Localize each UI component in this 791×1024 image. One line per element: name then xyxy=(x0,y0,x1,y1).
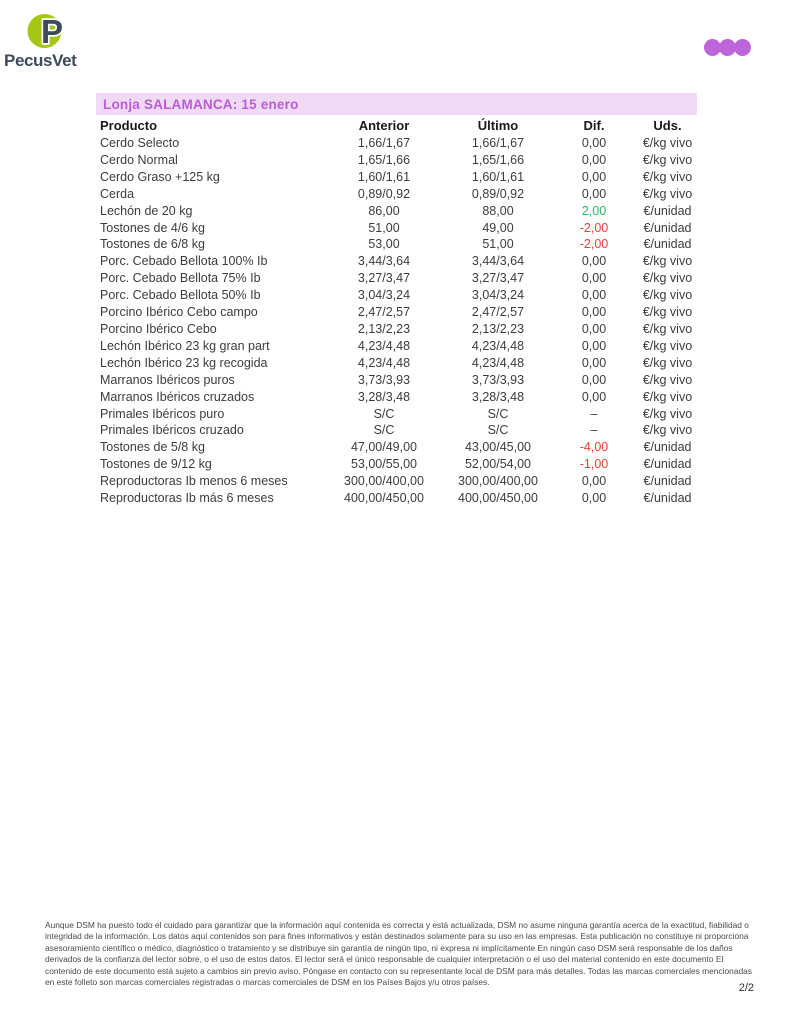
cell-ultimo: 4,23/4,48 xyxy=(471,355,525,370)
cell-anterior: 51,00 xyxy=(368,220,400,235)
cell-uds: €/kg vivo xyxy=(642,338,693,353)
table-row xyxy=(100,220,697,237)
price-table xyxy=(100,116,697,507)
cell-anterior: 300,00/400,00 xyxy=(344,474,424,489)
cell-dif: -2,00 xyxy=(579,237,609,252)
cell-producto: Cerdo Normal xyxy=(100,152,178,167)
lonja-title: Lonja SALAMANCA: 15 enero xyxy=(103,96,299,112)
table-row xyxy=(100,186,697,203)
cell-uds: €/unidad xyxy=(643,220,692,235)
cell-anterior: 0,89/0,92 xyxy=(357,186,411,201)
cell-ultimo: 300,00/400,00 xyxy=(458,474,538,489)
cell-uds: €/kg vivo xyxy=(642,254,693,269)
cell-dif: – xyxy=(590,406,598,421)
cell-dif: 0,00 xyxy=(581,305,607,320)
svg-text:P: P xyxy=(41,13,64,50)
cell-dif: 0,00 xyxy=(581,186,607,201)
cell-anterior: 1,66/1,67 xyxy=(357,136,411,150)
table-row xyxy=(100,389,697,406)
cell-producto: Tostones de 5/8 kg xyxy=(100,440,205,455)
cell-uds: €/kg vivo xyxy=(642,288,693,303)
cell-producto: Reproductoras Ib más 6 meses xyxy=(100,491,274,506)
cell-ultimo: 51,00 xyxy=(482,237,514,252)
cell-dif: 0,00 xyxy=(581,355,607,370)
cell-producto: Marranos Ibéricos puros xyxy=(100,372,235,387)
cell-uds: €/kg vivo xyxy=(642,372,693,387)
cell-producto: Lechón de 20 kg xyxy=(100,203,193,218)
cell-ultimo: 49,00 xyxy=(482,220,514,235)
cell-anterior: 47,00/49,00 xyxy=(350,440,418,455)
cell-anterior: 3,28/3,48 xyxy=(357,389,411,404)
cell-dif: 0,00 xyxy=(581,271,607,286)
table-row xyxy=(100,473,697,490)
col-header-anterior: Anterior xyxy=(358,118,410,133)
cell-anterior: 2,13/2,23 xyxy=(357,321,411,336)
table-row xyxy=(100,135,697,152)
cell-uds: €/kg vivo xyxy=(642,305,693,320)
cell-dif: 0,00 xyxy=(581,136,607,150)
price-table-body xyxy=(100,135,697,507)
cell-dif: – xyxy=(590,423,598,438)
cell-uds: €/kg vivo xyxy=(642,423,693,438)
cell-anterior: 2,47/2,57 xyxy=(357,305,411,320)
cell-dif: 0,00 xyxy=(581,288,607,303)
cell-uds: €/kg vivo xyxy=(642,271,693,286)
cell-dif: 0,00 xyxy=(581,474,607,489)
cell-uds: €/kg vivo xyxy=(642,321,693,336)
cell-uds: €/kg vivo xyxy=(642,136,693,150)
cell-ultimo: 1,60/1,61 xyxy=(471,169,525,184)
cell-dif: 0,00 xyxy=(581,169,607,184)
table-row xyxy=(100,372,697,389)
table-row xyxy=(100,406,697,423)
cell-producto: Lechón Ibérico 23 kg recogida xyxy=(100,355,268,370)
cell-ultimo: 4,23/4,48 xyxy=(471,338,525,353)
cell-anterior: 53,00 xyxy=(368,237,400,252)
cell-anterior: 3,73/3,93 xyxy=(357,372,411,387)
brand-dots-decoration xyxy=(704,39,751,56)
dot-icon xyxy=(734,39,751,56)
cell-anterior: S/C xyxy=(373,406,395,421)
cell-producto: Cerdo Selecto xyxy=(100,136,180,150)
cell-dif: 2,00 xyxy=(581,203,607,218)
cell-ultimo: 0,89/0,92 xyxy=(471,186,525,201)
col-header-producto: Producto xyxy=(100,118,158,133)
cell-ultimo: 1,65/1,66 xyxy=(471,152,525,167)
table-row xyxy=(100,152,697,169)
cell-producto: Primales Ibéricos puro xyxy=(100,406,225,421)
table-row xyxy=(100,304,697,321)
cell-producto: Porc. Cebado Bellota 75% Ib xyxy=(100,271,261,286)
cell-ultimo: 400,00/450,00 xyxy=(458,491,538,506)
table-row xyxy=(100,287,697,304)
table-row xyxy=(100,490,697,507)
cell-producto: Porcino Ibérico Cebo campo xyxy=(100,305,258,320)
cell-uds: €/unidad xyxy=(643,474,692,489)
table-row xyxy=(100,253,697,270)
cell-anterior: 4,23/4,48 xyxy=(357,338,411,353)
cell-uds: €/kg vivo xyxy=(642,186,693,201)
cell-ultimo: 52,00/54,00 xyxy=(464,457,532,472)
pecusvet-logo-icon xyxy=(25,12,69,51)
cell-dif: 0,00 xyxy=(581,491,607,506)
cell-dif: -4,00 xyxy=(579,440,609,455)
pecusvet-logo xyxy=(4,12,114,71)
cell-dif: 0,00 xyxy=(581,321,607,336)
cell-ultimo: 43,00/45,00 xyxy=(464,440,532,455)
cell-producto: Tostones de 6/8 kg xyxy=(100,237,205,252)
cell-ultimo: 3,28/3,48 xyxy=(471,389,525,404)
cell-ultimo: 3,04/3,24 xyxy=(471,288,525,303)
cell-producto: Lechón Ibérico 23 kg gran part xyxy=(100,338,270,353)
cell-producto: Cerda xyxy=(100,186,135,201)
cell-uds: €/kg vivo xyxy=(642,169,693,184)
cell-anterior: S/C xyxy=(373,423,395,438)
col-header-uds: Uds. xyxy=(653,118,682,133)
table-row xyxy=(100,422,697,439)
col-header-dif: Dif. xyxy=(583,118,605,133)
cell-anterior: 3,44/3,64 xyxy=(357,254,411,269)
cell-producto: Tostones de 4/6 kg xyxy=(100,220,205,235)
col-header-ultimo: Último xyxy=(477,118,519,133)
cell-anterior: 1,60/1,61 xyxy=(357,169,411,184)
cell-anterior: 4,23/4,48 xyxy=(357,355,411,370)
cell-dif: 0,00 xyxy=(581,152,607,167)
cell-anterior: 3,27/3,47 xyxy=(357,271,411,286)
table-row xyxy=(100,439,697,456)
table-row xyxy=(100,338,697,355)
cell-producto: Marranos Ibéricos cruzados xyxy=(100,389,255,404)
lonja-title-bar xyxy=(96,93,697,115)
cell-anterior: 400,00/450,00 xyxy=(344,491,424,506)
cell-ultimo: 1,66/1,67 xyxy=(471,136,525,150)
table-header-row xyxy=(100,116,697,135)
table-row xyxy=(100,203,697,220)
table-row xyxy=(100,236,697,253)
cell-uds: €/kg vivo xyxy=(642,389,693,404)
cell-dif: 0,00 xyxy=(581,389,607,404)
cell-dif: 0,00 xyxy=(581,254,607,269)
cell-uds: €/unidad xyxy=(643,203,692,218)
cell-uds: €/kg vivo xyxy=(642,152,693,167)
cell-dif: -2,00 xyxy=(579,220,609,235)
cell-dif: 0,00 xyxy=(581,372,607,387)
cell-ultimo: 3,73/3,93 xyxy=(471,372,525,387)
cell-anterior: 53,00/55,00 xyxy=(350,457,418,472)
page-number: 2/2 xyxy=(738,982,754,994)
cell-producto: Reproductoras Ib menos 6 meses xyxy=(100,474,288,489)
table-row xyxy=(100,270,697,287)
cell-ultimo: 2,13/2,23 xyxy=(471,321,525,336)
cell-uds: €/kg vivo xyxy=(642,406,693,421)
cell-uds: €/unidad xyxy=(643,491,692,506)
cell-dif: 0,00 xyxy=(581,338,607,353)
table-row xyxy=(100,456,697,473)
cell-producto: Porcino Ibérico Cebo xyxy=(100,321,217,336)
cell-ultimo: 3,27/3,47 xyxy=(471,271,525,286)
cell-dif: -1,00 xyxy=(579,457,609,472)
cell-ultimo: S/C xyxy=(487,423,509,438)
cell-producto: Tostones de 9/12 kg xyxy=(100,457,212,472)
table-row xyxy=(100,169,697,186)
cell-uds: €/unidad xyxy=(643,440,692,455)
cell-ultimo: 88,00 xyxy=(482,203,514,218)
table-row xyxy=(100,355,697,372)
brand-name: PecusVet xyxy=(4,51,77,70)
cell-ultimo: 3,44/3,64 xyxy=(471,254,525,269)
cell-producto: Porc. Cebado Bellota 100% Ib xyxy=(100,254,268,269)
cell-ultimo: 2,47/2,57 xyxy=(471,305,525,320)
cell-anterior: 3,04/3,24 xyxy=(357,288,411,303)
disclaimer-text: Aunque DSM ha puesto todo el cuidado para garantizar que la información aquí contenida es correcta y está actualizada, DSM no asume ninguna garantía acerca de la exactitud, fiabilidad o integridad de la información. Los datos aquí contenidos son para fines informativos y están destinados solamente para su uso en las empresas. Esta publicación no constituye ni proporciona asesoramiento científico o médico, diagnóstico o tratamiento y se distribuye sin garantía de ningún tipo, ni expresa ni implícitamente En ningún caso DSM será responsable de los daños derivados de la confianza del lector sobre, o el uso de estos datos. El lector será el único responsable de cualquier interpretación o el uso del material contenido en este documento El contenido de este documento está sujeto a cambios sin previo aviso. Póngase en contacto con su representante local de DSM para más detalles. Todas las marcas comerciales mencionadas en este folleto son marcas comerciales registradas o marcas comerciales de DSM en los Países Bajos y/u otros países. xyxy=(45,920,752,988)
cell-anterior: 86,00 xyxy=(368,203,400,218)
cell-producto: Porc. Cebado Bellota 50% Ib xyxy=(100,288,261,303)
cell-anterior: 1,65/1,66 xyxy=(357,152,411,167)
cell-uds: €/unidad xyxy=(643,237,692,252)
cell-producto: Cerdo Graso +125 kg xyxy=(100,169,220,184)
cell-ultimo: S/C xyxy=(487,406,509,421)
table-row xyxy=(100,321,697,338)
cell-producto: Primales Ibéricos cruzado xyxy=(100,423,244,438)
cell-uds: €/kg vivo xyxy=(642,355,693,370)
cell-uds: €/unidad xyxy=(643,457,692,472)
